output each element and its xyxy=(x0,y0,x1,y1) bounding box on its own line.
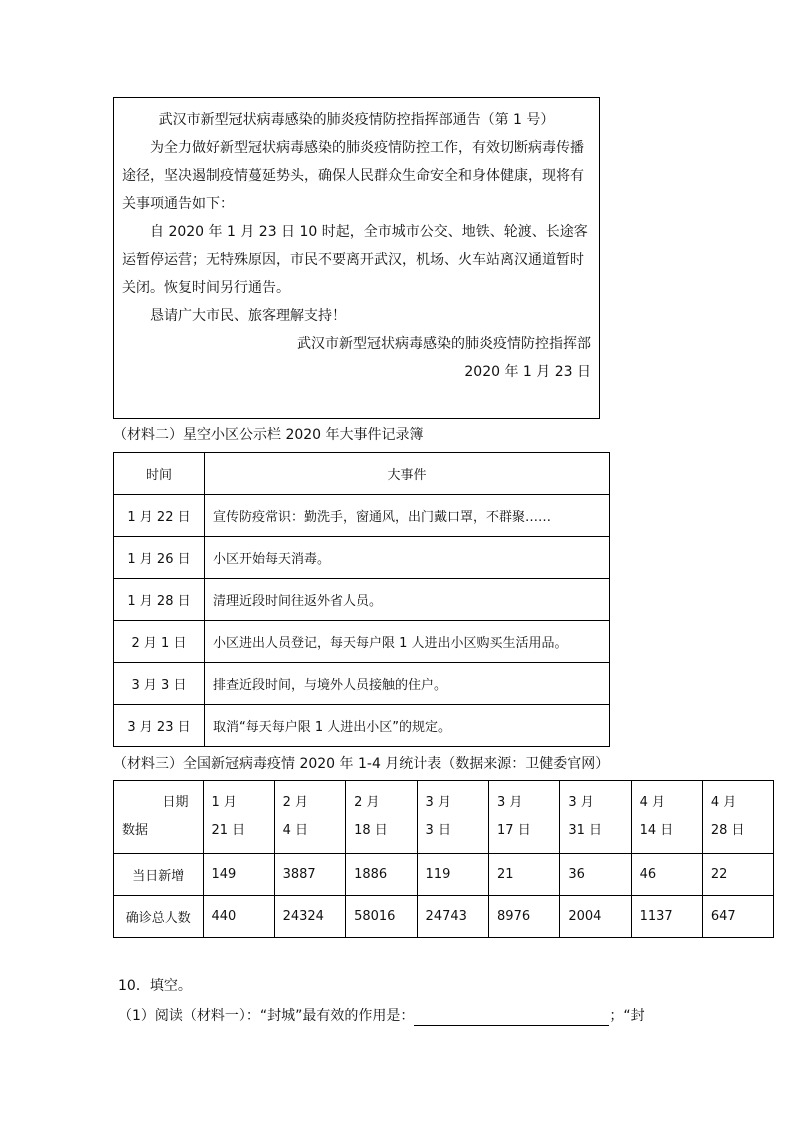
table-row xyxy=(114,579,610,621)
date-header xyxy=(274,781,345,854)
corner-date-label: 日期 xyxy=(162,795,189,810)
date-day: 3 日 xyxy=(425,823,451,838)
stat-value: 2004 xyxy=(560,896,631,938)
date-day: 18 日 xyxy=(354,823,388,838)
date-day: 28 日 xyxy=(710,823,745,838)
notice-title: 武汉市新型冠状病毒感染的肺炎疫情防控指挥部通告（第 1 号） xyxy=(158,112,555,128)
row-label-total-cases: 确诊总人数 xyxy=(114,896,204,938)
event-text: 小区开始每天消毒。 xyxy=(205,537,610,579)
event-date: 1 月 28 日 xyxy=(114,579,205,621)
date-month: 3 月 xyxy=(425,795,451,810)
stat-value: 1137 xyxy=(631,896,702,938)
notice-paragraph-1: 为全力做好新型冠状病毒感染的肺炎疫情防控工作，有效切断病毒传播途径，坚决遏制疫情蔓延势头，确保人民群众生命安全和身体健康，现将有关事项通告如下： xyxy=(122,140,584,212)
event-date: 2 月 1 日 xyxy=(114,621,205,663)
corner-data-label: 数据 xyxy=(122,823,149,838)
event-text: 小区进出人员登记，每天每户限 1 人进出小区购买生活用品。 xyxy=(205,621,610,663)
answer-blank[interactable] xyxy=(414,1009,609,1026)
material3-caption: （材料三）全国新冠病毒疫情 2020 年 1-4 月统计表（数据来源：卫健委官网） xyxy=(113,756,610,772)
date-day: 14 日 xyxy=(639,823,674,838)
question-part1-prefix: （1）阅读（材料一）：“封城”最有效的作用是： xyxy=(118,1008,415,1024)
date-month: 2 月 xyxy=(354,795,380,810)
date-header xyxy=(346,781,417,854)
row-label-new-cases: 当日新增 xyxy=(114,854,204,896)
stat-value: 647 xyxy=(702,896,773,938)
event-date: 3 月 3 日 xyxy=(114,663,205,705)
event-date: 1 月 26 日 xyxy=(114,537,205,579)
date-header xyxy=(417,781,488,854)
event-text: 清理近段时间往返外省人员。 xyxy=(205,579,610,621)
date-day: 17 日 xyxy=(497,823,531,838)
date-header xyxy=(560,781,631,854)
event-text: 排查近段时间，与境外人员接触的住户。 xyxy=(205,663,610,705)
stat-value: 3887 xyxy=(274,854,345,896)
events-header-time: 时间 xyxy=(114,453,205,495)
date-month: 2 月 xyxy=(282,795,308,810)
question-part1-suffix: ；“封 xyxy=(609,1008,645,1024)
table-row xyxy=(114,896,774,938)
table-row xyxy=(114,854,774,896)
stat-value: 24324 xyxy=(274,896,345,938)
date-header xyxy=(203,781,274,854)
date-month: 4 月 xyxy=(639,795,665,810)
event-text: 宣传防疫常识：勤洗手，窗通风，出门戴口罩，不群聚…… xyxy=(205,495,610,537)
stat-value: 58016 xyxy=(346,896,417,938)
events-table xyxy=(113,452,610,747)
table-row xyxy=(114,495,610,537)
stats-header-row xyxy=(114,781,774,854)
stat-value: 149 xyxy=(203,854,274,896)
events-header-event: 大事件 xyxy=(205,453,610,495)
question-part1 xyxy=(118,1006,645,1026)
table-row xyxy=(114,663,610,705)
stats-corner-cell xyxy=(114,781,204,854)
notice-paragraph-2: 自 2020 年 1 月 23 日 10 时起，全市城市公交、地铁、轮渡、长途客运暂停运营；无特殊原因，市民不要离开武汉，机场、火车站离汉通道暂时关闭。恢复时间另行通告。 xyxy=(122,224,588,296)
stat-value: 46 xyxy=(631,854,702,896)
stat-value: 36 xyxy=(560,854,631,896)
stat-value: 119 xyxy=(417,854,488,896)
date-header xyxy=(702,781,773,854)
event-date: 1 月 22 日 xyxy=(114,495,205,537)
date-month: 4 月 xyxy=(710,795,737,810)
notice-paragraph-3: 恳请广大市民、旅客理解支持！ xyxy=(150,308,346,324)
table-row xyxy=(114,621,610,663)
events-header-row xyxy=(114,453,610,495)
date-day: 31 日 xyxy=(568,823,602,838)
event-text: 取消“每天每户限 1 人进出小区”的规定。 xyxy=(205,705,610,747)
material2-caption: （材料二）星空小区公示栏 2020 年大事件记录簿 xyxy=(113,427,424,443)
table-row xyxy=(114,705,610,747)
stat-value: 8976 xyxy=(489,896,560,938)
notice-signature: 武汉市新型冠状病毒感染的肺炎疫情防控指挥部 xyxy=(297,336,591,352)
stats-table xyxy=(113,780,774,938)
stat-value: 24743 xyxy=(417,896,488,938)
table-row xyxy=(114,537,610,579)
date-header xyxy=(489,781,560,854)
question-number: 10．填空。 xyxy=(118,978,192,994)
date-month: 3 月 xyxy=(568,795,594,810)
notice-box xyxy=(113,97,600,419)
notice-date: 2020 年 1 月 23 日 xyxy=(464,364,591,380)
date-month: 3 月 xyxy=(497,795,523,810)
date-day: 21 日 xyxy=(211,823,246,838)
stat-value: 1886 xyxy=(346,854,417,896)
date-day: 4 日 xyxy=(282,823,308,838)
date-header xyxy=(631,781,702,854)
stat-value: 22 xyxy=(702,854,773,896)
stat-value: 440 xyxy=(203,896,274,938)
event-date: 3 月 23 日 xyxy=(114,705,205,747)
date-month: 1 月 xyxy=(211,795,237,810)
stat-value: 21 xyxy=(489,854,560,896)
